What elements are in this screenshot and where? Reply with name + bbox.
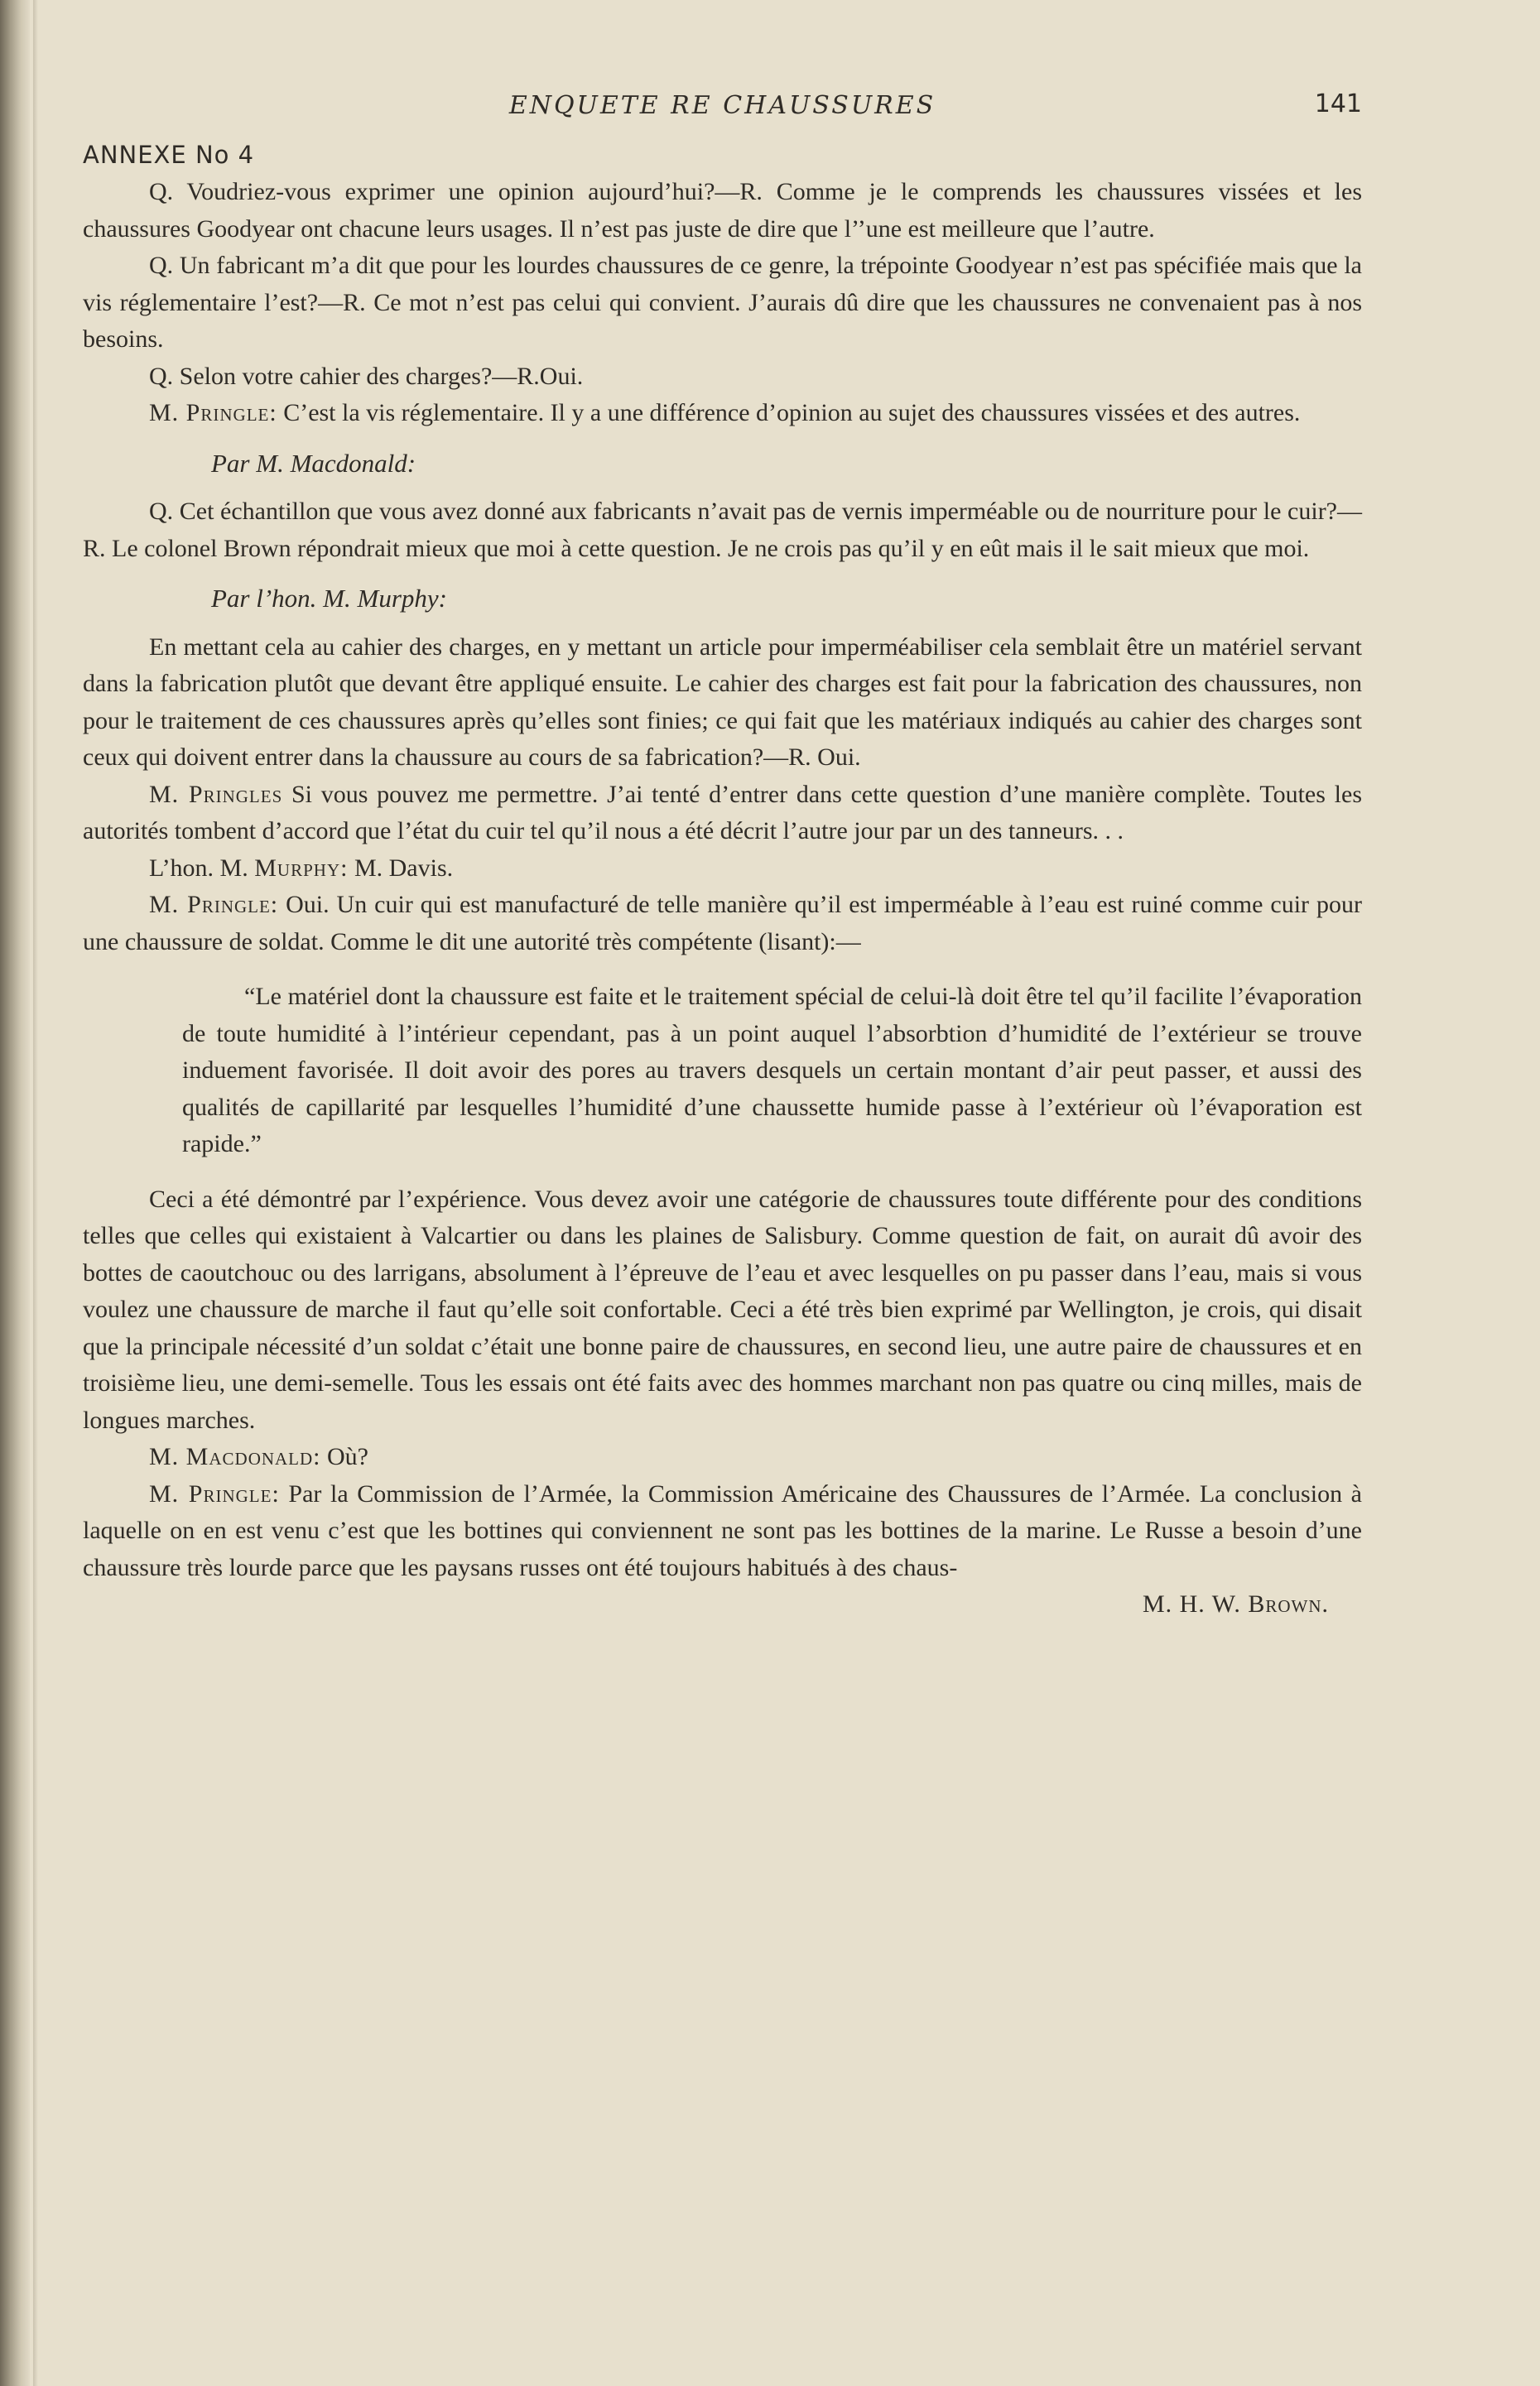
block-quote: “Le matériel dont la chaussure est faite et le traitement spécial de celui-là doit être tel qu’il facilite l’évaporation de toute humidité à l’intérieur cependant, pas à un point auquel l’absorbtion d’humidité de l’extérieur se trouve induement favorisée. Il doit avoir des pores au travers desquels un certain montant d’air peut passer, et aussi des qualités de capillarité par lesquelles l’humidité d’une chaussette humide passe à l’extérieur où l’évaporation est rapide.” (182, 983, 1362, 1157)
paragraph-pringle-3 (83, 887, 1362, 960)
speech-text: Où? (320, 1443, 368, 1470)
subheading-murphy: Par l’hon. M. Murphy: (211, 584, 447, 613)
paragraph-question-4: Q. Cet échantillon que vous avez donné aux fabricants n’avait pas de vernis imperméable ou de nourriture pour le cuir?—R. Le colonel Brown répondrait mieux que moi à cette question. Je ne crois pas qu’il y en eût mais il le sait mieux que moi. (83, 498, 1362, 562)
running-title: ENQUETE RE CHAUSSURES (508, 91, 936, 120)
speaker-name: M. Pringles (149, 780, 283, 808)
speaker-name: Murphy: (254, 854, 349, 882)
speaker-name: M. Pringle: (149, 399, 277, 426)
speech-text: Oui. Un cuir qui est manufacturé de telle manière qu’il est imperméable à l’eau est ruiné comme cuir pour une chaussure de soldat. Comme le dit une autorité très compétente (lisant):— (83, 891, 1362, 955)
speaker-prefix: L’hon. M. (149, 854, 255, 882)
paragraph-question-3: Q. Selon votre cahier des charges?—R.Oui. (149, 362, 584, 390)
paragraph-pringle-5 (83, 1476, 1362, 1587)
paragraph-pringle-4: Ceci a été démontré par l’expérience. Vous devez avoir une catégorie de chaussures toute différente pour des conditions telles que celles qui existaient à Valcartier ou dans les plaines de Salisbury. Comme question de fait, on aurait dû avoir des bottes de caoutchouc ou des larrigans, absolument à l’épreuve de l’eau et avec lesquelles on pu passer dans l’eau, mais si vous voulez une chaussure de marche il faut qu’elle soit confortable. Ceci a été très bien exprimé par Wellington, je crois, qui disait que la principale nécessité d’un soldat c’était une bonne paire de chaussures, en second lieu, une autre paire de chaussures et en troisième lieu, une demi-semelle. Tous les essais ont été faits avec des hommes marchant non pas quatre ou cinq milles, mais de longues marches. (83, 1185, 1362, 1434)
signature: M. H. W. Brown. (1142, 1590, 1329, 1618)
paragraph-murphy-question: En mettant cela au cahier des charges, en y mettant un article pour imperméabiliser cela semblait être un matériel servant dans la fabrication plutôt que devant être appliqué ensuite. Le cahier des charges est fait pour la fabrication des chaussures, non pour le traitement de ces chaussures après qu’elles sont finies; ce qui fait que les matériaux indiqués au cahier des charges sont ceux qui doivent entrer dans la chaussure au cours de sa fabrication?—R. Oui. (83, 633, 1362, 771)
paragraph-question-1: Q. Voudriez-vous exprimer une opinion aujourd’hui?—R. Comme je le comprends les chaussures vissées et les chaussures Goodyear ont chacune leurs usages. Il n’est pas juste de dire que l’’une est meilleure que l’autre. (83, 178, 1362, 243)
body-text (83, 174, 1362, 1624)
speaker-name: M. Pringle: (149, 1479, 280, 1508)
paragraph-murphy-1 (83, 850, 1362, 888)
speaker-name: M. Pringle: (149, 891, 279, 918)
annex-label: ANNEXE No 4 (83, 141, 255, 169)
paragraph-macdonald-1 (83, 1439, 1362, 1476)
subheading-macdonald: Par M. Macdonald: (211, 448, 416, 478)
speech-text: C’est la vis réglementaire. Il y a une différence d’opinion au sujet des chaussures vissées et des autres. (277, 399, 1301, 426)
paragraph-question-2: Q. Un fabricant m’a dit que pour les lourdes chaussures de ce genre, la trépointe Goodyear n’est pas spécifiée mais que la vis réglementaire l’est?—R. Ce mot n’est pas celui qui convient. J’aurais dû dire que les chaussures ne convenaient pas à nos besoins. (83, 252, 1362, 353)
speaker-name: M. Macdonald: (149, 1443, 321, 1470)
book-binding-edge (0, 0, 30, 2386)
speech-text: Si vous pouvez me permettre. J’ai tenté d’entrer dans cette question d’une manière complète. Toutes les autorités tombent d’accord que l’état du cuir tel qu’il nous a été décrit l’autre jour par un des tanneurs. . . (83, 780, 1362, 844)
speech-text: M. Davis. (348, 854, 454, 882)
document-page (83, 83, 1362, 2335)
paragraph-pringle-1 (83, 395, 1362, 432)
speech-text: Par la Commission de l’Armée, la Commission Américaine des Chaussures de l’Armée. La conclusion à laquelle on en est venu c’est que les bottines qui conviennent ne sont pas les bottines de la marine. Le Russe a besoin d’une chaussure très lourde parce que les paysans russes ont été toujours habitués à des chaus- (83, 1479, 1362, 1581)
running-header (83, 83, 1362, 141)
paragraph-pringle-2 (83, 777, 1362, 850)
page-number: 141 (1314, 89, 1362, 118)
